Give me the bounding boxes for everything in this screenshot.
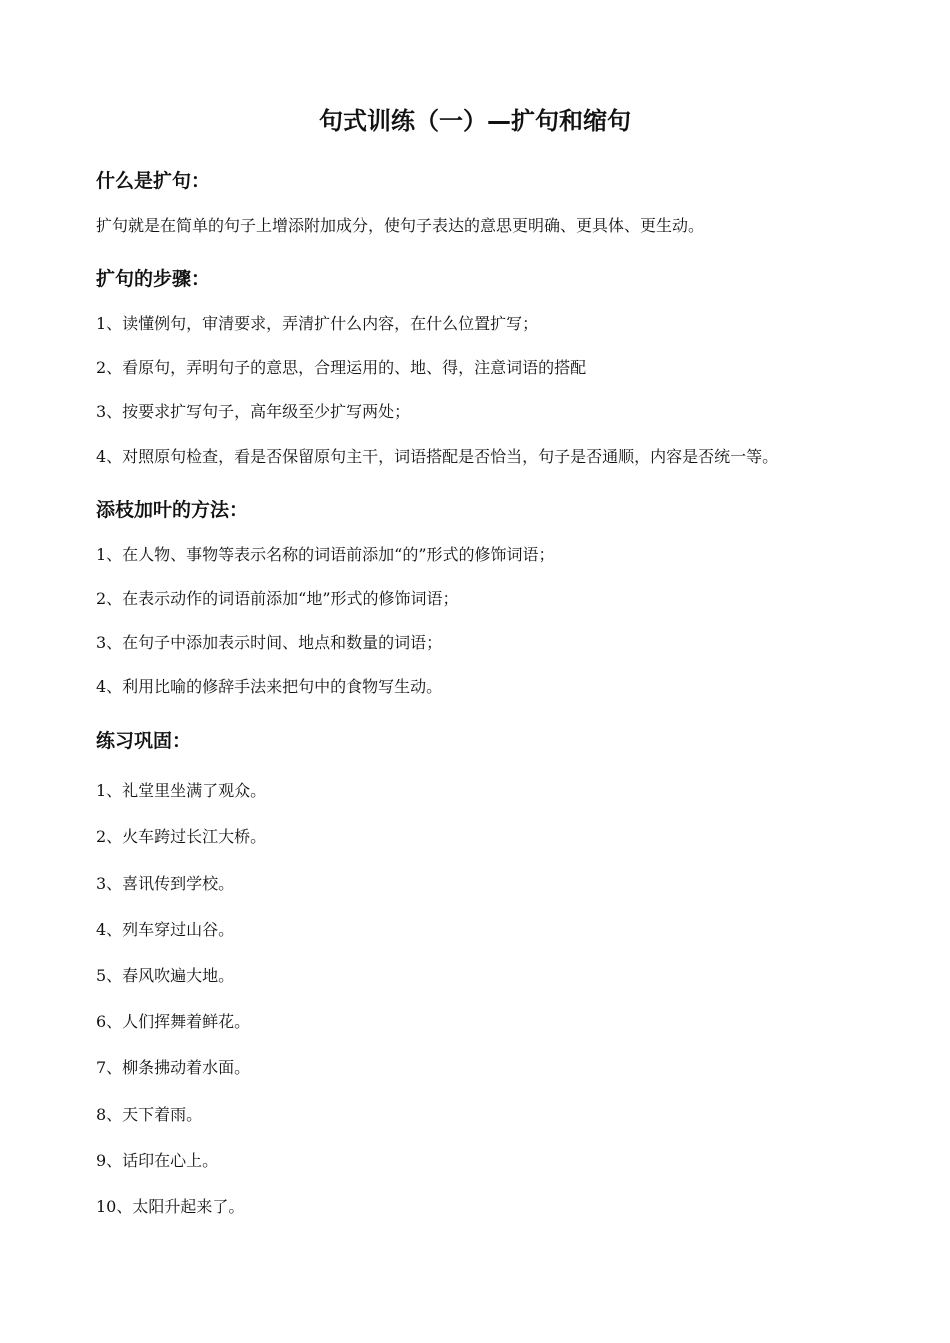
- method-item: 3、在句子中添加表示时间、地点和数量的词语；: [96, 633, 443, 652]
- practice-item: 5、春风吹遍大地。: [96, 966, 235, 985]
- practice-item: 6、人们挥舞着鲜花。: [96, 1012, 251, 1031]
- step-item: 3、按要求扩写句子，高年级至少扩写两处；: [96, 402, 411, 421]
- section-heading-steps: 扩句的步骤：: [96, 268, 211, 290]
- section-heading-methods: 添枝加叶的方法：: [96, 499, 249, 521]
- page-title: 句式训练（一）—扩句和缩句: [319, 107, 631, 135]
- practice-item: 1、礼堂里坐满了观众。: [96, 781, 267, 800]
- practice-item: 10、太阳升起来了。: [96, 1197, 245, 1216]
- method-item: 1、在人物、事物等表示名称的词语前添加“的”形式的修饰词语；: [96, 545, 555, 564]
- section-heading-what-is-expansion: 什么是扩句：: [96, 170, 211, 192]
- step-item: 1、读懂例句，审清要求，弄清扩什么内容，在什么位置扩写；: [96, 314, 539, 333]
- practice-item: 2、火车跨过长江大桥。: [96, 827, 267, 846]
- section-heading-practice: 练习巩固：: [96, 730, 192, 752]
- method-item: 4、利用比喻的修辞手法来把句中的食物写生动。: [96, 677, 443, 696]
- practice-item: 4、列车穿过山谷。: [96, 920, 235, 939]
- definition-paragraph: 扩句就是在简单的句子上增添附加成分，使句子表达的意思更明确、更具体、更生动。: [96, 216, 705, 235]
- practice-item: 7、柳条拂动着水面。: [96, 1058, 251, 1077]
- step-item: 4、对照原句检查，看是否保留原句主干，词语搭配是否恰当，句子是否通顺，内容是否统一等。: [96, 447, 779, 466]
- method-item: 2、在表示动作的词语前添加“地”形式的修饰词语；: [96, 589, 459, 608]
- practice-item: 3、喜讯传到学校。: [96, 874, 235, 893]
- practice-item: 9、话印在心上。: [96, 1151, 219, 1170]
- step-item: 2、看原句，弄明句子的意思，合理运用的、地、得，注意词语的搭配: [96, 358, 587, 377]
- practice-item: 8、天下着雨。: [96, 1105, 203, 1124]
